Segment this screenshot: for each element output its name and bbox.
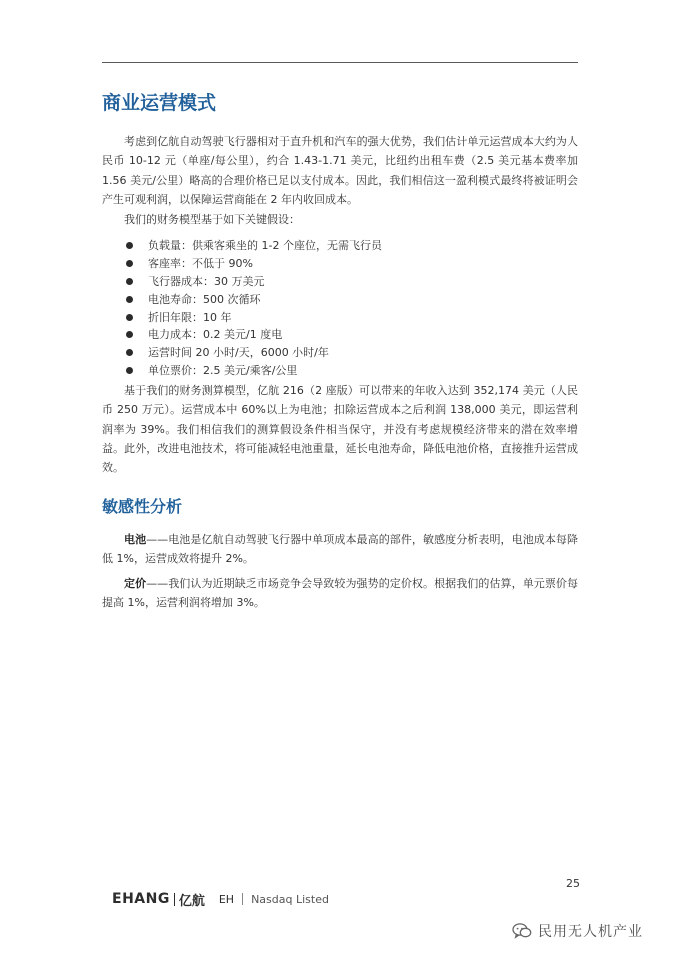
assumption-text: 运营时间 20 小时/天，6000 小时/年 (148, 346, 329, 360)
list-item (102, 237, 578, 255)
battery-text: ——电池是亿航自动驾驶飞行器中单项成本最高的部件，敏感度分析表明，电池成本每降低 1%，运营成效将提升 2%。 (102, 533, 578, 566)
bullet-dot-icon (126, 296, 133, 303)
list-item (102, 326, 578, 344)
assumption-text: 客座率：不低于 90% (148, 256, 253, 270)
assumption-text: 单位票价：2.5 美元/乘客/公里 (148, 364, 298, 378)
bullet-dot-icon (126, 367, 133, 374)
pricing-term: 定价 (124, 577, 147, 590)
list-item (102, 344, 578, 362)
battery-paragraph (102, 530, 578, 569)
list-item (102, 255, 578, 273)
financial-model-paragraph: 基于我们的财务测算模型，亿航 216（2 座版）可以带来的年收入达到 352,174 美元（人民币 250 万元）。运营成本中 60%以上为电池；扣除运营成本之后利润 138,000 美元，即运营利润率为 39%。我们相信我们的测算假设条件相当保守，并没有考虑规模经济带来的潜在效率增益。此外，改进电池技术，将可能减轻电池重量，延长电池寿命，降低电池价格，直接推升运营成效。 (102, 384, 578, 475)
bullet-dot-icon (126, 278, 133, 285)
ehang-logo-cn: 亿航 (178, 893, 205, 909)
list-item (102, 362, 578, 380)
bullet-dot-icon (126, 349, 133, 356)
assumption-text: 负载量：供乘客乘坐的 1-2 个座位，无需飞行员 (148, 239, 382, 252)
footer-branding (112, 889, 329, 909)
watermark-text: 民用无人机产业 (538, 924, 643, 940)
list-item (102, 273, 578, 291)
page-number: 25 (566, 877, 580, 890)
wechat-icon (512, 922, 532, 940)
bullet-dot-icon (126, 331, 133, 338)
assumption-text: 电池寿命：500 次循环 (148, 292, 261, 306)
bullet-dot-icon (126, 260, 133, 267)
ehang-logo-text: EHANG (112, 891, 170, 907)
assumption-text: 电力成本：0.2 美元/1 度电 (148, 328, 283, 342)
section-title: 商业运营模式 (102, 92, 217, 114)
bullet-dot-icon (126, 314, 133, 321)
listing-text: Nasdaq Listed (251, 892, 329, 906)
list-item (102, 291, 578, 309)
watermark (512, 921, 643, 941)
bullet-dot-icon (126, 242, 133, 249)
logo-divider (174, 893, 175, 906)
ticker-symbol: EH (218, 892, 235, 906)
assumption-text: 折旧年限：10 年 (148, 310, 232, 324)
footer-divider (242, 893, 243, 905)
sensitivity-title: 敏感性分析 (102, 497, 183, 516)
pricing-text: ——我们认为近期缺乏市场竞争会导致较为强势的定价权。根据我们的估算，单元票价每提高 1%，运营利润将增加 3%。 (102, 577, 578, 610)
pricing-paragraph (102, 574, 578, 613)
battery-term: 电池 (124, 533, 147, 546)
list-item (102, 309, 578, 327)
intro-paragraph: 考虑到亿航自动驾驶飞行器相对于直升机和汽车的强大优势，我们估计单元运营成本大约为人民币 10-12 元（单座/每公里），约合 1.43-1.71 美元，比纽约出租车费（2.5 美元基本费率加 1.56 美元/公里）略高的合理价格已足以支付成本。因此，我们相信这一盈利模式最终将被证明会产生可观利润，以保障运营商能在 2 年内收回成本。 (102, 135, 578, 206)
assumption-text: 飞行器成本：30 万美元 (148, 274, 265, 288)
assumptions-intro: 我们的财务模型基于如下关键假设： (124, 213, 300, 226)
header-rule (102, 62, 578, 63)
assumptions-list (102, 237, 578, 380)
